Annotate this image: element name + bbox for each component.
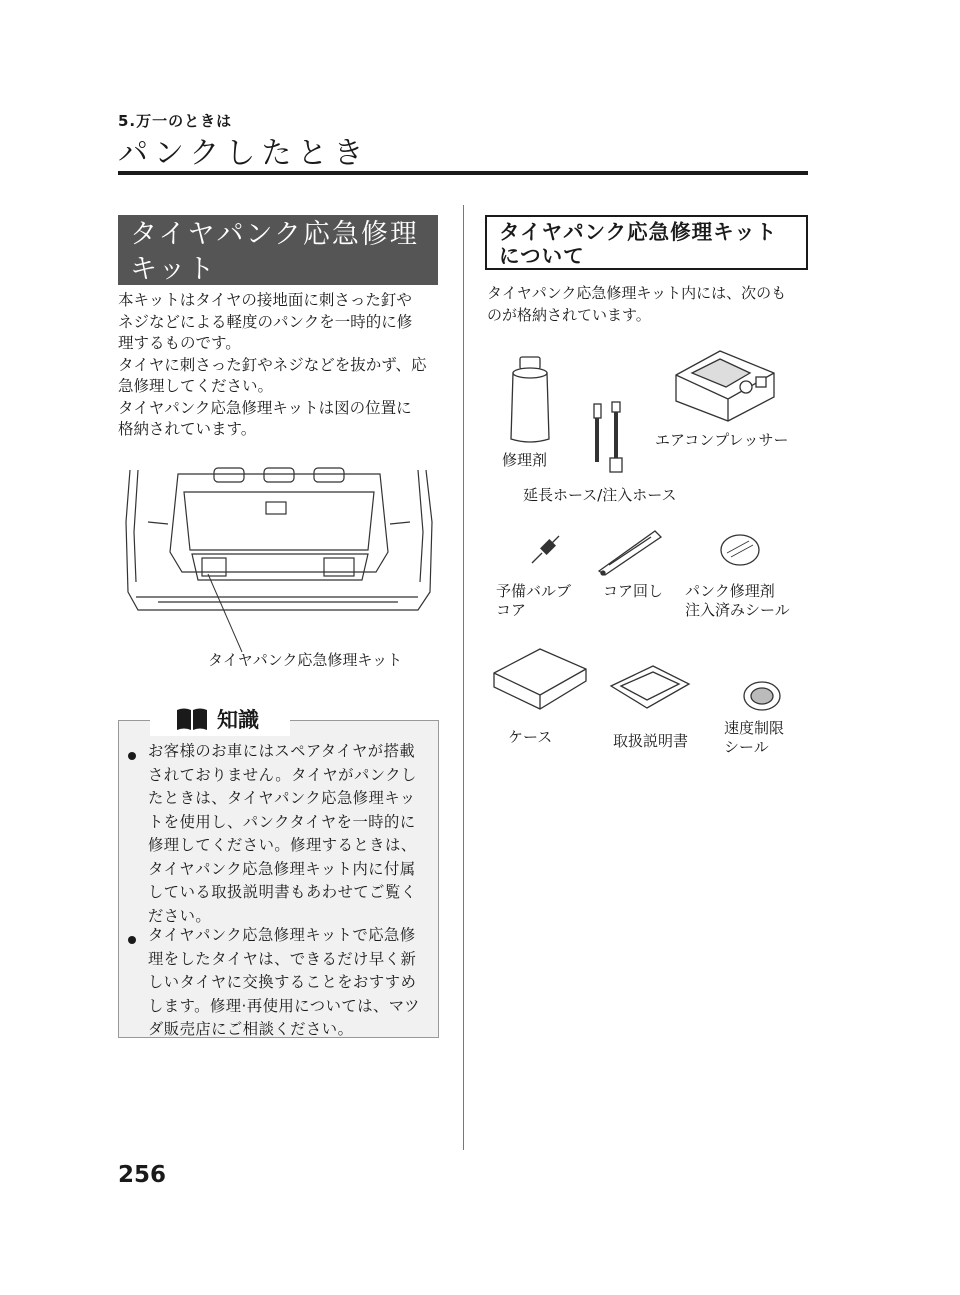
heading-line-1: タイヤパンク応急修理 <box>130 219 419 250</box>
page-number: 256 <box>118 1162 167 1188</box>
note-line: します。修理·再使用については、マツ <box>148 996 420 1015</box>
label-line: 速度制限 <box>724 719 785 737</box>
left-body-text <box>118 290 443 441</box>
intro-line: のが格納されています。 <box>487 305 651 324</box>
title-rule <box>118 171 808 175</box>
speed-limit-sticker-icon <box>742 680 782 712</box>
note-line: タイヤパンク応急修理キットで応急修 <box>148 926 416 944</box>
section-heading-right <box>485 215 808 270</box>
item-label-hose: 延長ホース/注入ホース <box>523 486 677 504</box>
note-line: お客様のお車にはスペアタイヤが搭載 <box>148 742 416 760</box>
note-title: 知識 <box>217 708 259 732</box>
label-line: パンク修理剤 <box>685 582 775 600</box>
book-icon <box>175 706 209 732</box>
heading-line-2: キット <box>130 254 217 285</box>
note-item-2 <box>148 924 438 1042</box>
item-label-manual: 取扱説明書 <box>613 732 689 750</box>
figure-caption: タイヤパンク応急修理キット <box>208 651 403 669</box>
item-label-speed-sticker <box>724 719 784 757</box>
intro-line: タイヤパンク応急修理キット内には、次のも <box>487 284 787 302</box>
column-divider <box>463 205 464 1150</box>
note-line: 修理してください。修理するときは、 <box>148 836 417 854</box>
note-item-1 <box>148 740 438 928</box>
manual-icon <box>607 662 693 714</box>
body-line: タイヤに刺さった釘やネジなどを抜かず、応 <box>118 355 427 374</box>
label-line: コア <box>496 601 527 619</box>
air-compressor-icon <box>670 345 780 425</box>
note-line: ダ販売店にご相談ください。 <box>148 1020 354 1038</box>
item-label-sealant: 修理剤 <box>502 451 548 469</box>
body-line: 本キットはタイヤの接地面に刺さった釘や <box>118 291 412 309</box>
body-line: ネジなどによる軽度のパンクを一時的に修 <box>118 312 413 331</box>
sealant-bottle-icon <box>505 355 555 445</box>
note-line: している取扱説明書もあわせてご覧く <box>148 883 417 901</box>
item-label-valve-core <box>496 582 571 620</box>
bullet-icon <box>128 936 136 944</box>
chapter-label: 5.万一のときは <box>118 112 233 130</box>
heading-line-1: タイヤパンク応急修理キット <box>499 220 778 244</box>
item-label-core-tool: コア回し <box>603 582 664 600</box>
hose-icon <box>590 400 630 475</box>
note-line: タイヤパンク応急修理キット内に付属 <box>148 859 416 878</box>
section-heading-left <box>118 215 438 285</box>
note-line: 理をしたタイヤは、できるだけ早く新 <box>148 949 417 968</box>
note-line: されておりません。タイヤがパンクし <box>148 765 417 784</box>
sticker-icon <box>719 533 761 567</box>
heading-line-2: について <box>499 244 585 268</box>
page-title: パンクしたとき <box>118 136 370 171</box>
body-line: 格納されています。 <box>118 420 257 438</box>
car-trunk-illustration <box>118 462 440 662</box>
item-label-compressor: エアコンプレッサー <box>655 431 789 449</box>
right-intro-text <box>487 283 809 326</box>
note-line: ださい。 <box>148 906 212 925</box>
label-line: 予備バルブ <box>496 582 572 600</box>
label-line: 注入済みシール <box>685 601 790 619</box>
item-label-sticker <box>685 582 790 620</box>
case-icon <box>490 643 590 715</box>
body-line: タイヤパンク応急修理キットは図の位置に <box>118 398 412 417</box>
note-line: たときは、タイヤパンク応急修理キッ <box>148 789 416 807</box>
item-label-case: ケース <box>508 728 553 746</box>
valve-core-icon <box>528 533 562 567</box>
note-line: トを使用し、パンクタイヤを一時的に <box>148 812 416 831</box>
body-line: 理するものです。 <box>118 334 241 352</box>
bullet-icon <box>128 752 136 760</box>
body-line: 急修理してください。 <box>118 377 274 395</box>
note-line: しいタイヤに交換することをおすすめ <box>148 973 417 991</box>
label-line: シール <box>724 738 769 756</box>
core-tool-icon <box>595 527 665 577</box>
